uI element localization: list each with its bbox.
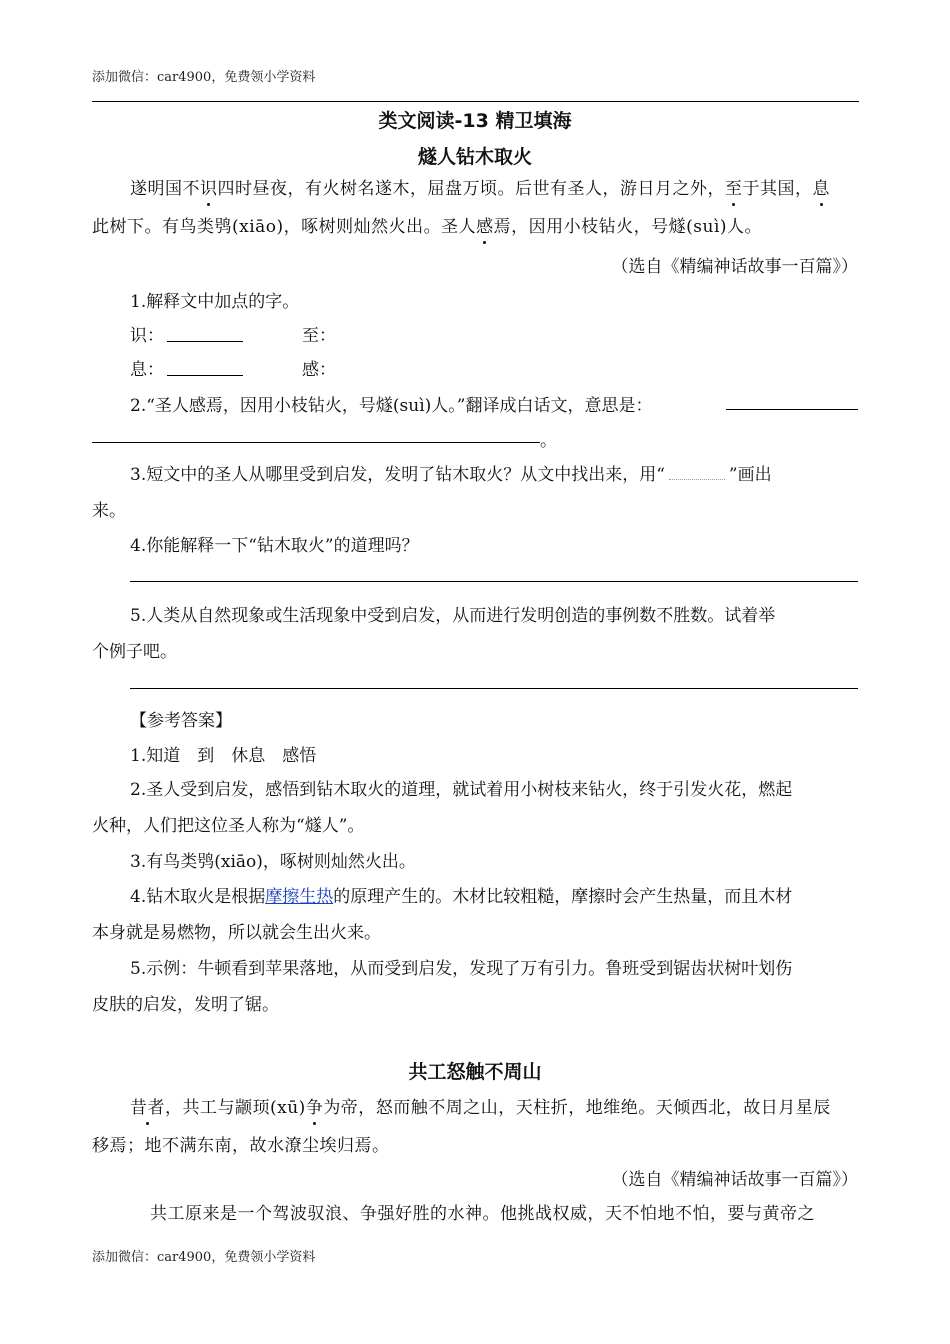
q5-answer-line[interactable] xyxy=(130,688,858,689)
answers-heading: 【参考答案】 xyxy=(130,711,232,731)
answer-3: 3.有鸟类鸮(xiāo)，啄树则灿然火出。 xyxy=(130,852,416,872)
q1-label-shi: 识： xyxy=(130,326,164,346)
text-run: 此树下。有鸟类鸮(xiāo)，啄树则灿然火出。圣人 xyxy=(92,217,477,237)
q2-end: 。 xyxy=(540,431,557,451)
story2-title: 共工怒触不周山 xyxy=(408,1061,542,1083)
header-watermark: 添加微信：car4900，免费领小学资料 xyxy=(92,70,316,85)
text-run: ”画出 xyxy=(728,465,772,485)
story2-source: （选自《精编神话故事一百篇》） xyxy=(611,1170,858,1190)
story1-paragraph-line1 xyxy=(130,174,830,199)
text-run: 为帝，怒而触不周之山，天柱折，地维绝。天倾西北，故日月星辰 xyxy=(323,1098,831,1118)
dotted-char: 息 xyxy=(813,174,831,199)
header-rule xyxy=(92,101,859,102)
dotted-char: 至 xyxy=(725,174,743,199)
story2-paragraph-line3: 共工原来是一个驾波驭浪、争强好胜的水神。他挑战权威，天不怕地不怕，要与黄帝之 xyxy=(150,1204,815,1224)
dotted-char: 识 xyxy=(200,174,218,199)
question-2: 2.“圣人感焉，因用小枝钻火，号燧(suì)人。”翻译成白话文，意思是： xyxy=(130,396,653,416)
wavy-underline-sample xyxy=(669,471,725,480)
text-run: 遂明国不 xyxy=(130,179,200,199)
dotted-char: 感 xyxy=(476,212,494,237)
question-3-line1 xyxy=(130,460,772,485)
q1-blank-xi[interactable] xyxy=(167,375,243,376)
question-5-line2: 个例子吧。 xyxy=(92,642,177,662)
q1-label-zhi: 至： xyxy=(302,326,336,346)
q2-blank-1[interactable] xyxy=(726,409,858,410)
story1-paragraph-line2 xyxy=(92,212,762,237)
dotted-word: 昔者 xyxy=(130,1093,165,1118)
q1-blank-shi[interactable] xyxy=(167,341,243,342)
answer-4-line2: 本身就是易燃物，所以就会生出火来。 xyxy=(92,923,381,943)
story1-source: （选自《精编神话故事一百篇》） xyxy=(611,257,858,277)
text-run: ，共工与颛顼(xū) xyxy=(165,1098,306,1118)
question-1: 1.解释文中加点的字。 xyxy=(130,292,300,312)
story2-paragraph-line1 xyxy=(130,1093,831,1118)
answer-2-line1: 2.圣人受到启发，感悟到钻木取火的道理，就试着用小树枝来钻火，终于引发火花，燃起 xyxy=(130,780,793,800)
friction-heat-link[interactable]: 摩擦生热 xyxy=(265,887,334,907)
dotted-char: 争 xyxy=(306,1093,324,1118)
question-3-line2: 来。 xyxy=(92,501,126,521)
text-run: 4.钻木取火是根据 xyxy=(130,887,266,907)
story1-title: 燧人钻木取火 xyxy=(417,146,532,168)
answer-2-line2: 火种，人们把这位圣人称为“燧人”。 xyxy=(92,816,365,836)
question-4: 4.你能解释一下“钻木取火”的道理吗？ xyxy=(130,536,419,556)
q2-blank-2[interactable] xyxy=(92,442,540,443)
text-run: 于其国， xyxy=(742,179,813,199)
doc-title: 类文阅读-13 精卫填海 xyxy=(378,110,572,132)
q4-answer-line[interactable] xyxy=(130,581,858,582)
footer-watermark: 添加微信：car4900，免费领小学资料 xyxy=(92,1250,316,1265)
answer-5-line1: 5.示例：牛顿看到苹果落地，从而受到启发，发现了万有引力。鲁班受到锯齿状树叶划伤 xyxy=(130,959,793,979)
text-run: 焉，因用小枝钻火，号燧(suì)人。 xyxy=(493,217,763,237)
text-run: 3.短文中的圣人从哪里受到启发，发明了钻木取火？从文中找出来，用“ xyxy=(130,465,665,485)
answer-5-line2: 皮肤的启发，发明了锯。 xyxy=(92,995,279,1015)
story2-paragraph-line2: 移焉；地不满东南，故水潦尘埃归焉。 xyxy=(92,1136,390,1156)
q1-label-xi: 息： xyxy=(130,360,164,380)
text-run: 的原理产生的。木材比较粗糙，摩擦时会产生热量，而且木材 xyxy=(333,887,793,907)
answer-1: 1.知道 到 休息 感悟 xyxy=(130,746,317,766)
answer-4-line1 xyxy=(130,882,792,907)
q1-label-gan: 感： xyxy=(302,360,336,380)
question-5-line1: 5.人类从自然现象或生活现象中受到启发，从而进行发明创造的事例数不胜数。试着举 xyxy=(130,606,776,626)
text-run: 四时昼夜，有火树名遂木，屈盘万顷。后世有圣人，游日月之外， xyxy=(217,179,725,199)
